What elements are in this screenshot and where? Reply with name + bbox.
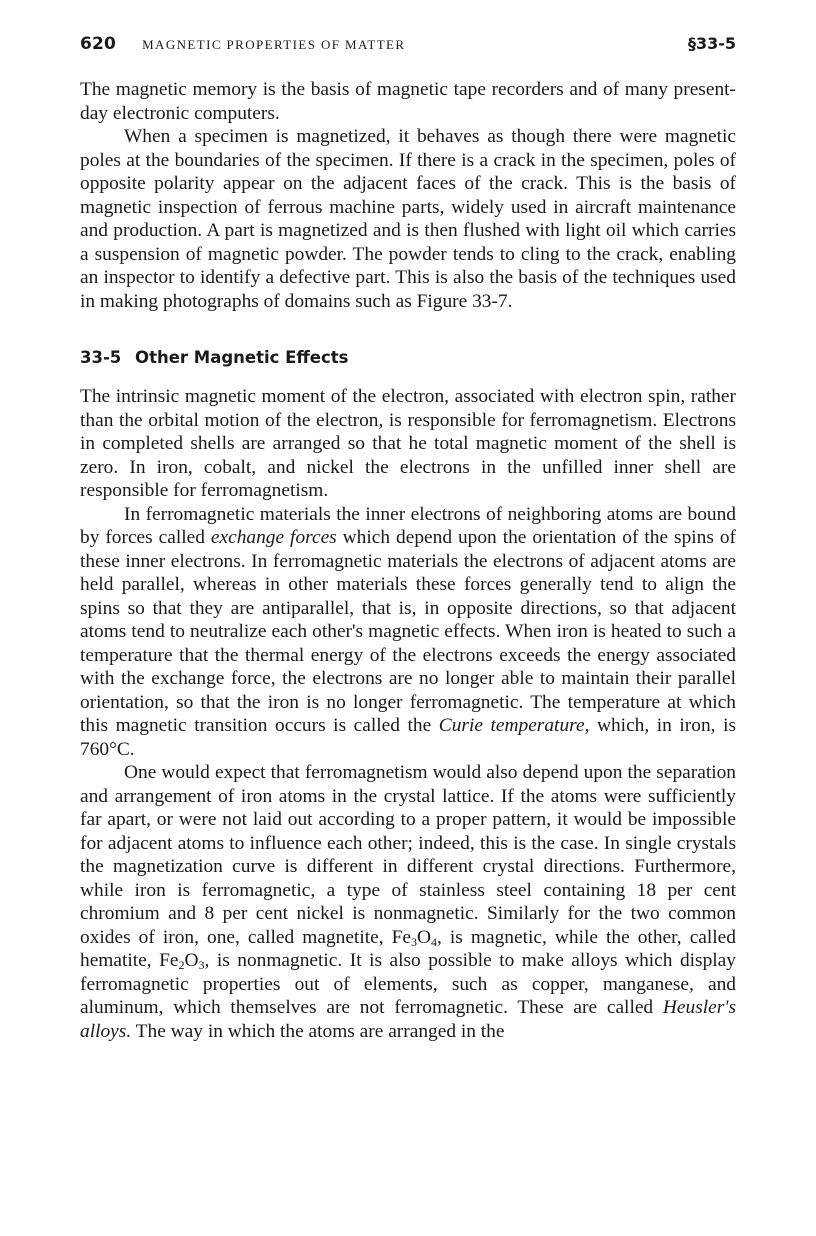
text-run: O [184,950,199,971]
text-run: which, in iron, is 760°C. [80,715,737,760]
section-title: Other Magnetic Effects [135,348,349,367]
running-title: MAGNETIC PROPERTIES OF MATTER [142,37,406,52]
subscript: 2 [178,958,185,972]
section-number: 33-5 [80,348,122,367]
text-run: The way in which the atoms are arranged in the [131,1020,505,1042]
paragraph-tape-recorders: The magnetic memory is the basis of magnetic tape recorders and of many present-day electronic computers. [80,79,736,124]
paragraph-magnetic-inspection: When a specimen is magnetized, it behaves as though there were magnetic poles at the boundaries of the specimen. If there is a crack in the specimen, poles of opposite polarity appear on the adjacent faces of the crack. This is the basis of magnetic inspection of ferrous machine parts, widely used in aircraft maintenance and production. A part is magnetized and is then flushed with light oil which carries a suspension of magnetic powder. The powder tends to cling to the crack, enabling an inspector to identify a defective part. This is also the basis of the techniques used in making photographs of domains such as Figure 33-7. [80,126,736,312]
section-reference: §33-5 [687,34,736,53]
text-run: In ferromagnetic materials the inner electrons of neighboring atoms are bound by forces called [80,503,736,548]
text-run: which depend upon the orientation of the spins of these inner electrons. In ferromagnetic materials the electrons of adjacent atoms are held parallel, whereas in other materials these forces generally tend to align the spins so that they are antiparallel, that is, in opposite directions, so that adjacent atoms tend to neutralize each other's magnetic effects. When iron is heated to such a temperature that the thermal energy of the electrons exceeds the energy associated with the exchange force, the electrons are no longer able to maintain their parallel orientation, so that the iron is no longer ferromagnetic. The temperature at which this magnetic transition occurs is called the [80,527,736,736]
subscript: 3 [411,934,417,949]
page-number: 620 [80,34,117,54]
book-page [80,34,736,1043]
text-run: , is nonmagnetic. It is also possible to make alloys which display ferromagnetic properties out of elements, such as copper, manganese, and aluminum, which themselves are not ferromagnetic. These are called [80,950,736,1018]
term-curie-temperature: Curie temperature, [438,715,590,736]
section-heading [80,345,736,371]
text-run: O [417,926,432,948]
paragraph-exchange-forces [80,503,736,762]
term-heusler-alloys: Heusler's alloys. [80,997,736,1042]
running-head [80,34,736,60]
text-run: One would expect that ferromagnetism would also depend upon the separation and arrangement of iron atoms in the crystal lattice. If the atoms were sufficiently far apart, or were not laid out according to a proper pattern, it would be impossible for adjacent atoms to influence each other; indeed, this is the case. In single crystals the magnetization curve is different in different crystal directions. Furthermore, while iron is ferromagnetic, a type of stainless steel containing 18 per cent chromium and 8 per cent nickel is nonmagnetic. Similarly for the two common oxides of iron, one, called magnetite, Fe [80,762,736,948]
subscript: 4 [431,934,438,949]
text-run: , is magnetic, while the other, called hematite, Fe [80,926,736,971]
term-exchange-forces: exchange forces [210,527,337,548]
paragraph-electron-spin: The intrinsic magnetic moment of the electron, associated with electron spin, rather than the orbital motion of the electron, is responsible for ferromagnetism. Electrons in completed shells are arranged so that he total magnetic moment of the shell is zero. In iron, cobalt, and nickel the electrons in the unfilled inner shell are responsible for ferromagnetism. [80,386,736,501]
paragraph-crystal-lattice [80,761,736,1043]
subscript: 3 [198,958,205,972]
